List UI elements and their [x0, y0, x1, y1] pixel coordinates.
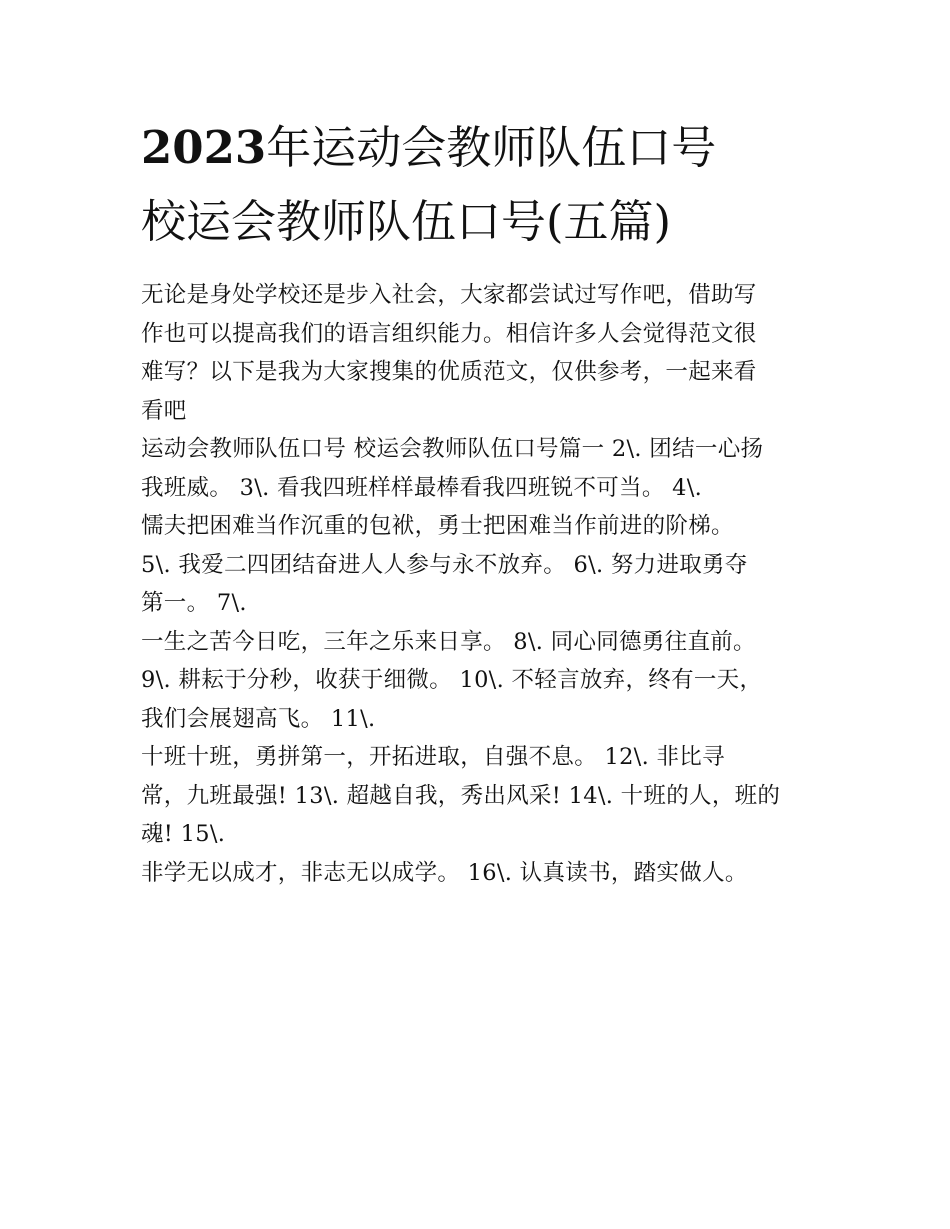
body-line-2: 作也可以提高我们的语言组织能力。相信许多人会觉得范文很 [141, 320, 757, 347]
title-year: 2023 [141, 121, 267, 174]
body-line-3: 难写？以下是我为大家搜集的优质范文，仅供参考，一起来看 [141, 359, 757, 385]
body-line-4: 看吧 [141, 397, 187, 424]
body-line-7: 懦夫把困难当作沉重的包袱，勇士把困难当作前进的阶梯。 [141, 513, 734, 539]
body-line-12: 我们会展翅高飞。 11\. [141, 705, 376, 732]
document-page [141, 118, 821, 892]
body-line-16: 非学无以成才，非志无以成学。 16\. 认真读书，踏实做人。 [141, 859, 748, 886]
document-title-line-2: 校运会教师队伍口号(五篇) [141, 195, 672, 248]
body-line-9: 第一。 7\. [141, 590, 247, 616]
body-line-13: 十班十班，勇拼第一，开拓进取，自强不息。 12\. 非比寻 [141, 744, 725, 770]
body-line-15: 魂! 15\. [141, 821, 226, 847]
body-line-6: 我班威。 3\. 看我四班样样最棒看我四班锐不可当。 4\. [141, 474, 703, 501]
body-line-11: 9\. 耕耘于分秒，收获于细微。 10\. 不轻言放弃，终有一天， [141, 667, 763, 693]
body-line-5: 运动会教师队伍口号 校运会教师队伍口号篇一 2\. 团结一心扬 [141, 436, 764, 462]
body-line-14: 常，九班最强! 13\. 超越自我，秀出风采! 14\. 十班的人，班的 [141, 782, 781, 809]
document-title-line-1 [141, 118, 821, 178]
body-line-1: 无论是身处学校还是步入社会，大家都尝试过写作吧，借助写 [141, 282, 757, 308]
body-line-8: 5\. 我爱二四团结奋进人人参与永不放弃。 6\. 努力进取勇夺 [141, 551, 748, 578]
body-line-10: 一生之苦今日吃，三年之乐来日享。 8\. 同心同德勇往直前。 [141, 628, 756, 655]
title-line-1-text: 年运动会教师队伍口号 [266, 121, 717, 174]
document-body [141, 276, 821, 892]
